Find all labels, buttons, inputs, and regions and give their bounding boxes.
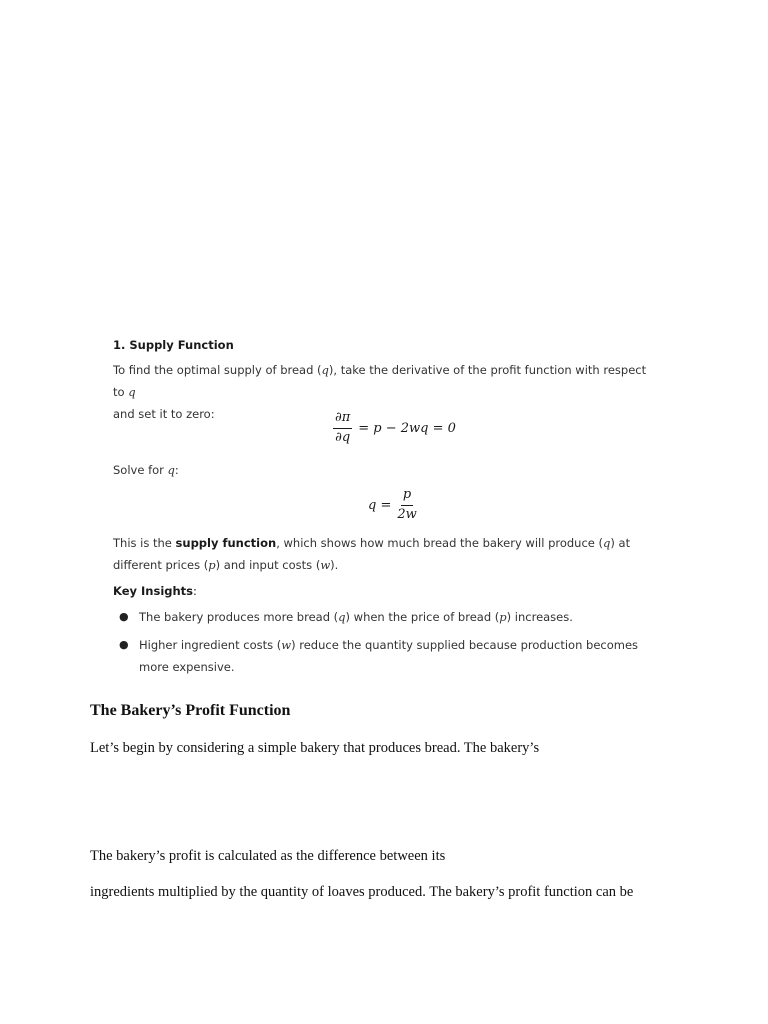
bullet-icon: ●: [119, 610, 129, 623]
math-variable: w: [320, 558, 331, 572]
key-insights-heading: Key Insights:: [113, 584, 197, 598]
equation-lhs: q =: [368, 497, 392, 513]
document-paragraph: ingredients multiplied by the quantity of loaves produced. The bakery’s profit function can be: [90, 884, 634, 900]
math-variable: q: [603, 536, 611, 550]
solve-line: Solve for q:: [113, 463, 179, 477]
fraction-numerator: ∂π: [333, 410, 352, 429]
derivative-equation: [333, 410, 456, 446]
intro-paragraph: To find the optimal supply of bread (q), take the derivative of the profit function with respect to q and set it to zero:: [113, 363, 647, 421]
math-variable: q: [128, 385, 136, 399]
bullet-icon: ●: [119, 638, 129, 651]
fraction-denominator: ∂q: [335, 430, 351, 445]
document-paragraph: The bakery’s profit is calculated as the difference between its: [90, 848, 446, 864]
math-variable: q: [321, 363, 329, 377]
math-variable: q: [338, 610, 346, 624]
fraction-denominator: 2w: [397, 507, 417, 522]
supply-fraction: [397, 487, 416, 523]
document-heading: The Bakery’s Profit Function: [90, 702, 291, 719]
section-title: 1. Supply Function: [113, 338, 234, 352]
list-item: ● Higher ingredient costs (w) reduce the quantity supplied because production becomes more expensive.: [113, 634, 658, 678]
supply-equation: [368, 487, 423, 523]
insights-list: [113, 606, 658, 684]
math-variable: p: [208, 558, 216, 572]
bold-term: supply function: [175, 536, 277, 550]
equation-rhs: = p − 2wq = 0: [358, 420, 456, 436]
math-variable: q: [167, 463, 175, 477]
document-paragraph: Let’s begin by considering a simple bakery that produces bread. The bakery’s: [90, 740, 540, 756]
math-variable: p: [499, 610, 507, 624]
math-variable: w: [281, 638, 292, 652]
fraction-numerator: p: [401, 487, 413, 506]
partial-fraction: [333, 410, 352, 446]
supply-function-paragraph: This is the supply function, which shows how much bread the bakery will produce (q) at different prices (p) and input costs (w).: [113, 536, 631, 572]
list-item: ● The bakery produces more bread (q) when the price of bread (p) increases.: [113, 606, 658, 628]
